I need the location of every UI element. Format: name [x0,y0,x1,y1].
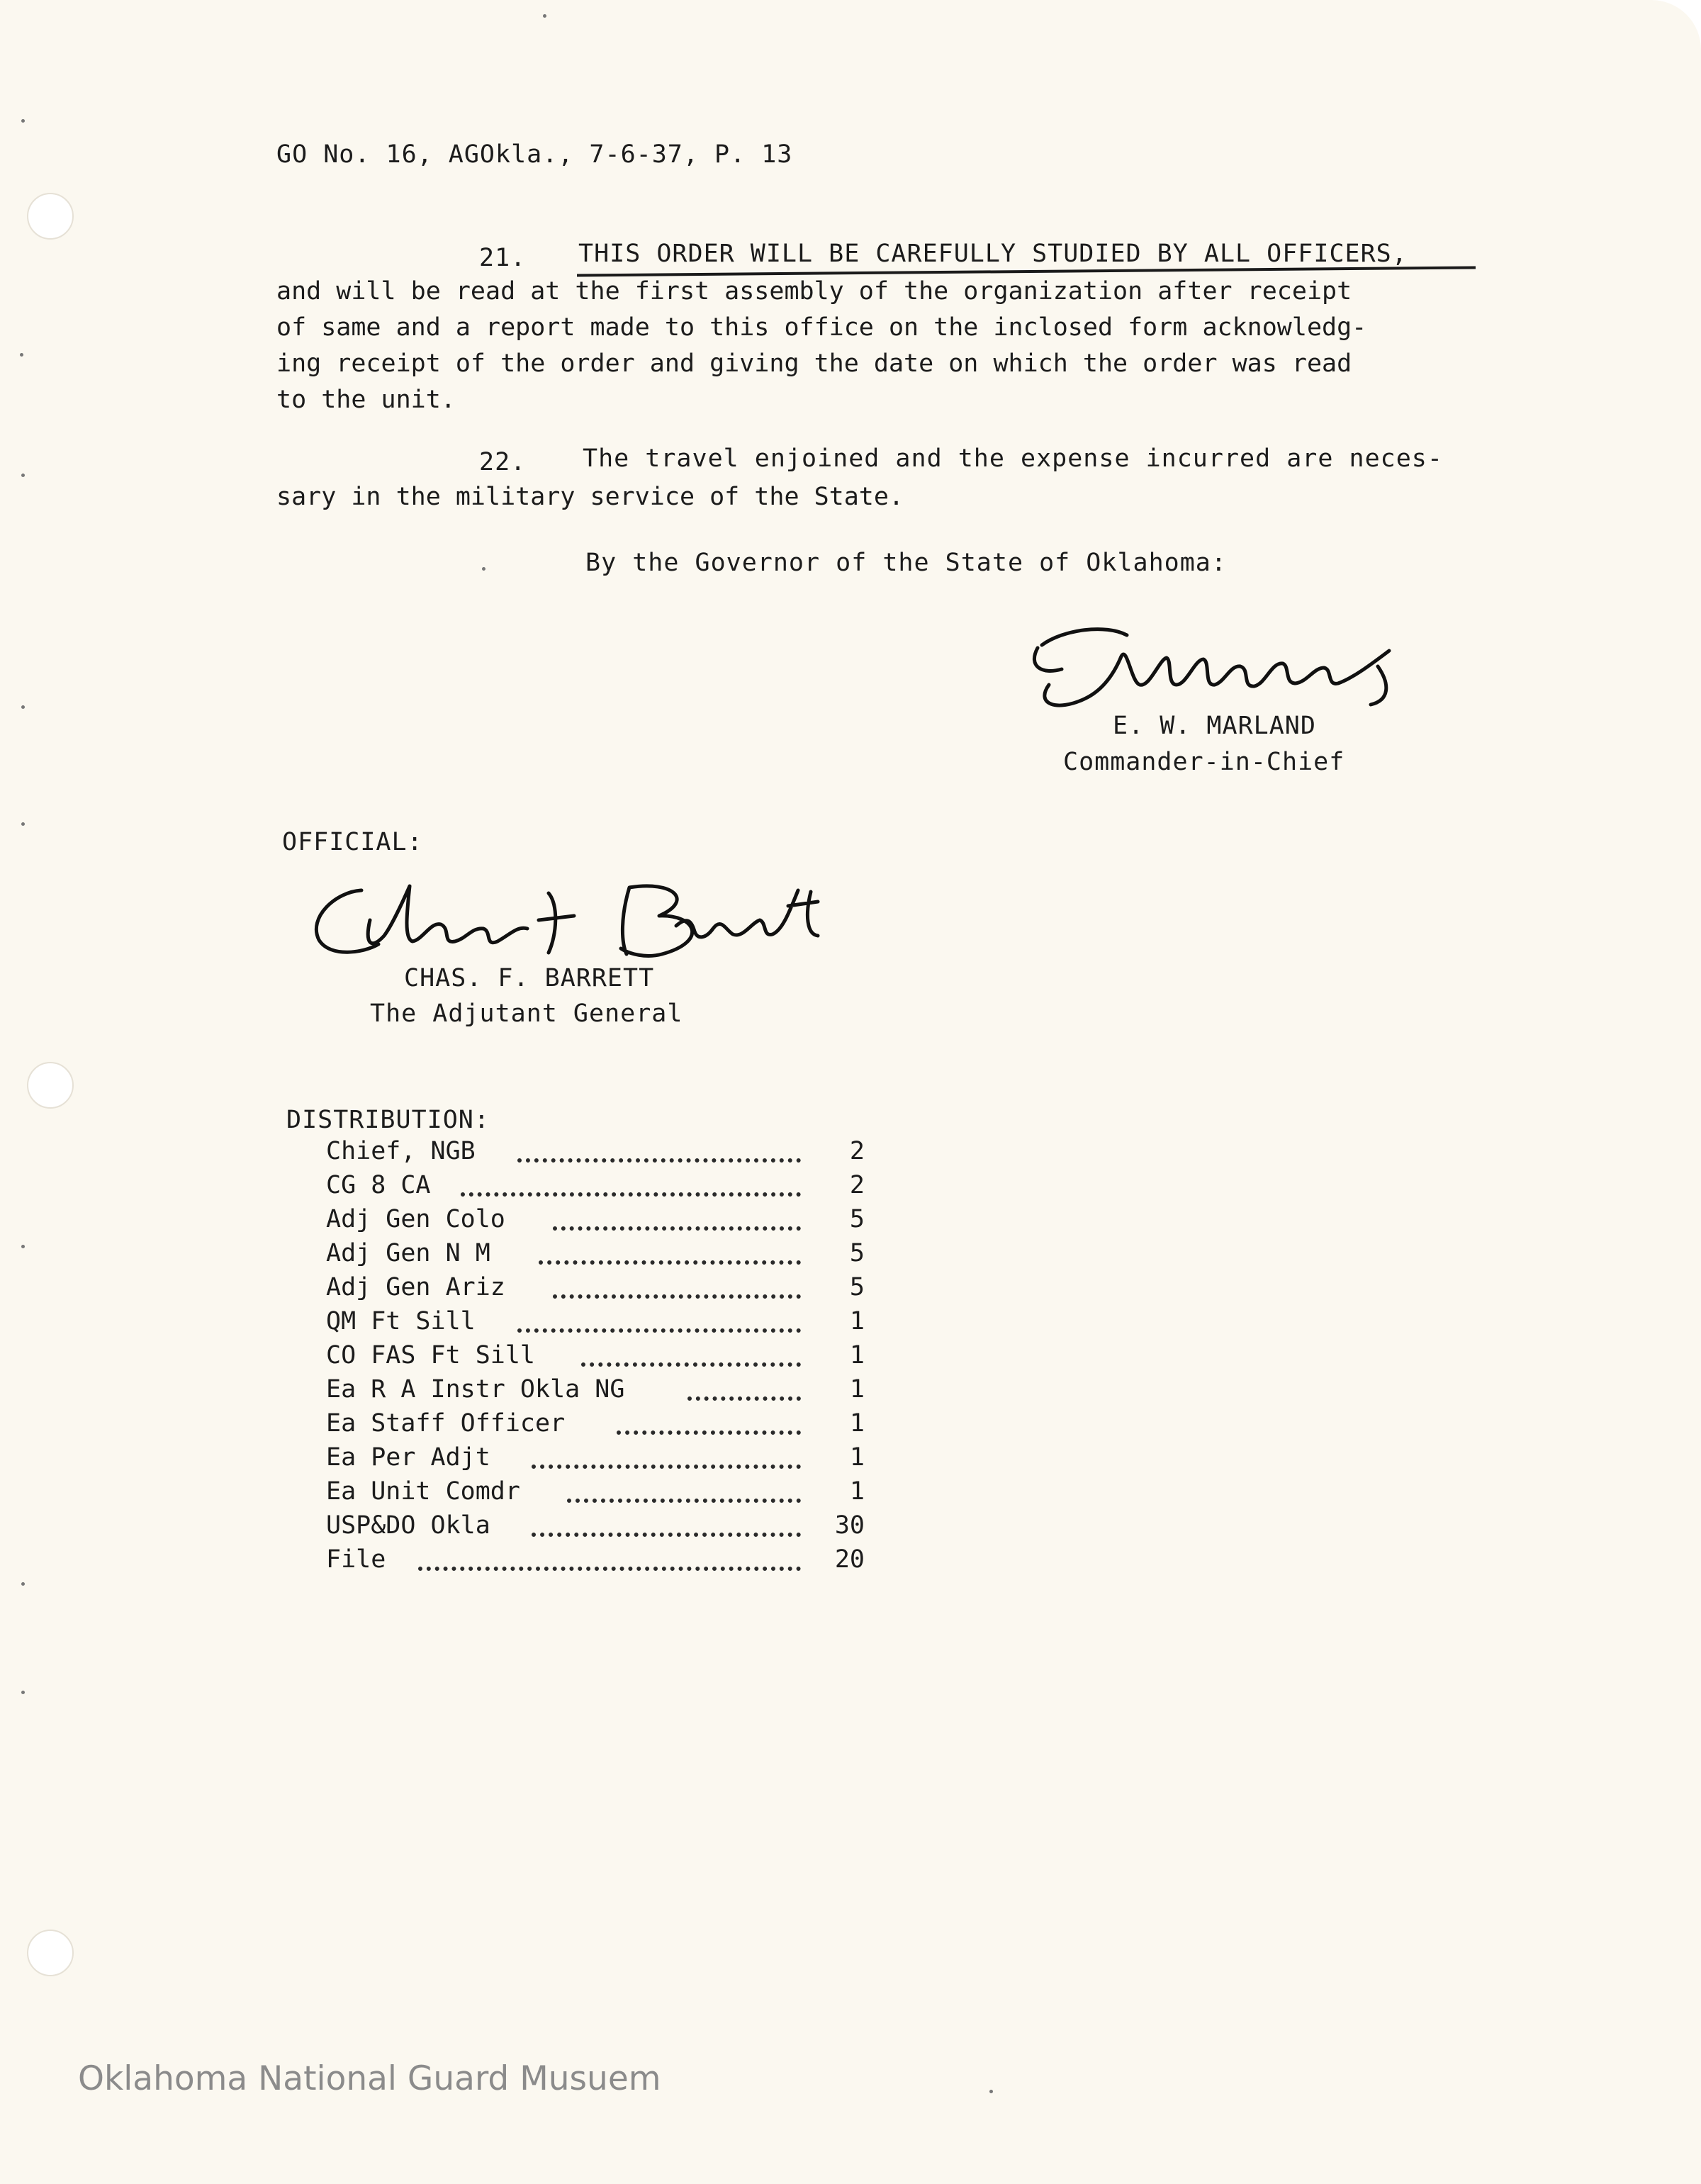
dot-leader [553,1289,801,1299]
paragraph-21-line: of same and a report made to this office on the inclosed form acknowledg- [276,313,1367,342]
dot-leader [517,1323,801,1333]
paper-fleck [21,474,25,477]
paper-fleck [21,1245,25,1248]
paper-fleck [21,1691,25,1694]
distribution-count: 1 [849,1409,865,1438]
distribution-row [326,1443,865,1477]
paragraph-21-emphasis: THIS ORDER WILL BE CAREFULLY STUDIED BY ALL OFFICERS, [578,240,1408,268]
distribution-recipient: File [326,1545,386,1574]
paragraph-21-number: 21. [479,244,527,272]
punch-hole-middle [27,1062,74,1109]
dot-leader [517,1153,801,1163]
distribution-recipient: Ea Per Adjt [326,1443,490,1472]
distribution-count: 1 [849,1375,865,1404]
distribution-row [326,1137,865,1171]
distribution-row [326,1477,865,1511]
paper-fleck [21,705,25,709]
distribution-row [326,1239,865,1273]
distribution-row [326,1409,865,1443]
museum-watermark: Oklahoma National Guard Musuem [78,2059,661,2098]
distribution-row [326,1545,865,1579]
governor-title: Commander-in-Chief [1063,748,1345,776]
paper-fleck [989,2090,993,2093]
distribution-count: 1 [849,1477,865,1506]
distribution-count: 20 [834,1545,865,1574]
distribution-row [326,1205,865,1239]
paper-fleck [21,1582,25,1586]
distribution-recipient: CO FAS Ft Sill [326,1341,536,1370]
distribution-row [326,1375,865,1409]
dot-leader [617,1425,801,1435]
punch-hole-bottom [27,1930,74,1976]
distribution-recipient: QM Ft Sill [326,1307,476,1335]
dot-leader [532,1459,801,1469]
distribution-count: 1 [849,1341,865,1370]
paper-fleck [20,353,23,357]
adjutant-general-title: The Adjutant General [370,999,683,1028]
punch-hole-top [27,193,74,240]
distribution-recipient: Ea Staff Officer [326,1409,566,1438]
paper-fleck [543,14,546,18]
paper-fleck [21,119,25,123]
paper-fleck [482,567,485,571]
dot-leader [532,1527,801,1537]
distribution-recipient: Adj Gen Ariz [326,1273,505,1301]
distribution-row [326,1171,865,1205]
paper-fleck [21,822,25,826]
governor-name: E. W. MARLAND [1113,712,1316,740]
paragraph-22-body [276,479,904,515]
distribution-recipient: Ea R A Instr Okla NG [326,1375,625,1404]
distribution-recipient: Adj Gen N M [326,1239,490,1267]
distribution-count: 5 [849,1273,865,1301]
distribution-recipient: USP&DO Okla [326,1511,490,1540]
distribution-row [326,1307,865,1341]
distribution-count: 2 [849,1137,865,1165]
paragraph-21-line: and will be read at the first assembly of the organization after receipt [276,277,1352,306]
dot-leader [461,1187,801,1197]
governor-signature [1021,617,1403,716]
distribution-count: 1 [849,1307,865,1335]
document-header: GO No. 16, AGOkla., 7-6-37, P. 13 [276,140,793,169]
distribution-row [326,1511,865,1545]
distribution-recipient: Ea Unit Comdr [326,1477,520,1506]
dot-leader [581,1357,801,1367]
paragraph-22-number: 22. [479,448,527,476]
paragraph-21-body [276,274,1366,418]
distribution-count: 5 [849,1239,865,1267]
distribution-recipient: Chief, NGB [326,1137,476,1165]
dot-leader [567,1493,801,1503]
paragraph-22-line: sary in the military service of the State. [276,483,904,511]
authority-line: By the Governor of the State of Oklahoma: [585,549,1227,577]
distribution-count: 2 [849,1171,865,1199]
distribution-recipient: Adj Gen Colo [326,1205,505,1233]
distribution-count: 5 [849,1205,865,1233]
distribution-row [326,1341,865,1375]
dot-leader [539,1255,801,1265]
distribution-heading: DISTRIBUTION: [286,1106,490,1134]
paragraph-21-line: ing receipt of the order and giving the date on which the order was read [276,349,1352,378]
dot-leader [687,1391,801,1401]
paragraph-22-first-line: The travel enjoined and the expense incurred are neces- [583,444,1443,473]
adjutant-general-name: CHAS. F. BARRETT [404,964,655,992]
dot-leader [418,1561,801,1571]
official-label: OFFICIAL: [282,828,423,856]
distribution-row [326,1273,865,1307]
adjutant-general-signature [293,870,839,970]
distribution-count: 30 [834,1511,865,1540]
dot-leader [553,1221,801,1231]
paragraph-21-line: to the unit. [276,386,456,414]
distribution-recipient: CG 8 CA [326,1171,431,1199]
distribution-count: 1 [849,1443,865,1472]
